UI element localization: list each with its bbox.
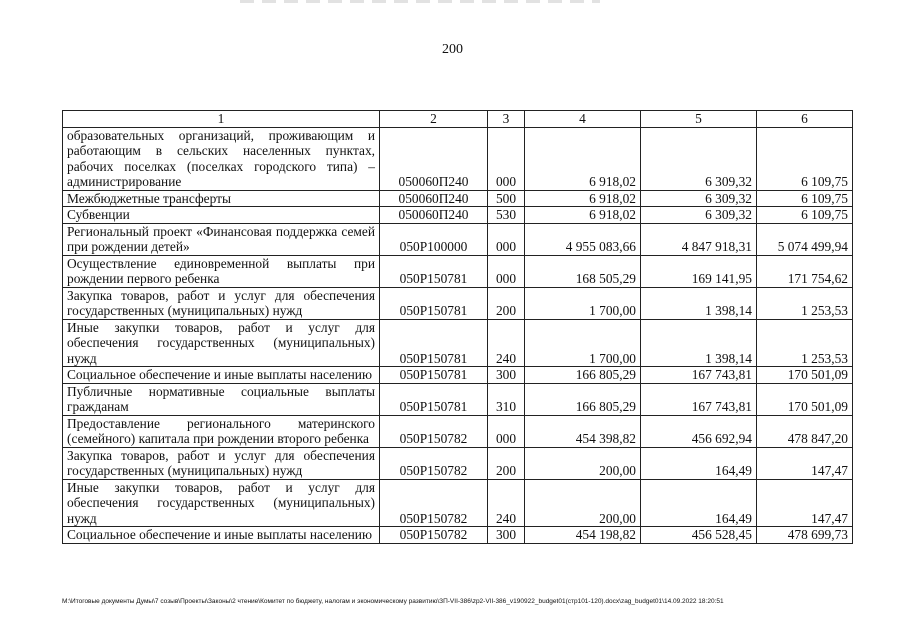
row-code: 050Р150782 xyxy=(380,447,488,479)
row-code: 050Р150781 xyxy=(380,367,488,384)
row-type: 200 xyxy=(488,447,525,479)
row-type: 500 xyxy=(488,190,525,207)
table-row xyxy=(63,415,853,447)
row-value-2: 1 398,14 xyxy=(641,319,757,367)
row-type: 240 xyxy=(488,479,525,527)
row-code: 050Р150781 xyxy=(380,287,488,319)
row-value-1: 6 918,02 xyxy=(525,207,641,224)
row-name: Социальное обеспечение и иные выплаты населению xyxy=(63,527,380,544)
row-value-1: 200,00 xyxy=(525,447,641,479)
row-value-1: 4 955 083,66 xyxy=(525,223,641,255)
row-value-3: 1 253,53 xyxy=(757,319,853,367)
row-code: 050060П240 xyxy=(380,190,488,207)
row-type: 240 xyxy=(488,319,525,367)
row-type: 300 xyxy=(488,367,525,384)
row-name: Предоставление регионального материнского (семейного) капитала при рождении второго ребенка xyxy=(63,415,380,447)
row-type: 200 xyxy=(488,287,525,319)
row-value-1: 454 398,82 xyxy=(525,415,641,447)
row-name: Публичные нормативные социальные выплаты гражданам xyxy=(63,383,380,415)
row-code: 050Р150782 xyxy=(380,527,488,544)
table-row xyxy=(63,255,853,287)
row-type: 530 xyxy=(488,207,525,224)
row-code: 050Р150782 xyxy=(380,415,488,447)
budget-table xyxy=(62,110,853,544)
page-number: 200 xyxy=(442,42,463,57)
row-value-1: 1 700,00 xyxy=(525,287,641,319)
column-header: 5 xyxy=(641,111,757,128)
table-row xyxy=(63,527,853,544)
row-value-1: 200,00 xyxy=(525,479,641,527)
row-code: 050060П240 xyxy=(380,207,488,224)
table-row xyxy=(63,367,853,384)
table-row xyxy=(63,287,853,319)
row-value-3: 171 754,62 xyxy=(757,255,853,287)
table-row xyxy=(63,127,853,190)
row-name: Осуществление единовременной выплаты при рождении первого ребенка xyxy=(63,255,380,287)
row-type: 300 xyxy=(488,527,525,544)
row-value-1: 454 198,82 xyxy=(525,527,641,544)
row-value-1: 6 918,02 xyxy=(525,190,641,207)
row-value-2: 4 847 918,31 xyxy=(641,223,757,255)
row-value-2: 164,49 xyxy=(641,479,757,527)
column-header: 1 xyxy=(63,111,380,128)
row-value-2: 6 309,32 xyxy=(641,127,757,190)
row-value-3: 6 109,75 xyxy=(757,190,853,207)
table-row xyxy=(63,447,853,479)
row-value-3: 170 501,09 xyxy=(757,367,853,384)
column-header: 6 xyxy=(757,111,853,128)
table-row xyxy=(63,479,853,527)
table-row xyxy=(63,207,853,224)
table-row xyxy=(63,223,853,255)
row-value-3: 6 109,75 xyxy=(757,207,853,224)
row-code: 050Р150781 xyxy=(380,255,488,287)
row-name: Социальное обеспечение и иные выплаты населению xyxy=(63,367,380,384)
row-value-3: 5 074 499,94 xyxy=(757,223,853,255)
table-row xyxy=(63,319,853,367)
row-value-3: 1 253,53 xyxy=(757,287,853,319)
row-code: 050060П240 xyxy=(380,127,488,190)
table-row xyxy=(63,383,853,415)
row-value-2: 1 398,14 xyxy=(641,287,757,319)
row-value-3: 147,47 xyxy=(757,479,853,527)
column-header: 2 xyxy=(380,111,488,128)
row-value-1: 1 700,00 xyxy=(525,319,641,367)
row-value-3: 170 501,09 xyxy=(757,383,853,415)
row-type: 000 xyxy=(488,255,525,287)
row-name: Иные закупки товаров, работ и услуг для обеспечения государственных (муниципальных) нужд xyxy=(63,479,380,527)
row-value-2: 167 743,81 xyxy=(641,367,757,384)
row-code: 050Р150781 xyxy=(380,383,488,415)
row-value-2: 169 141,95 xyxy=(641,255,757,287)
row-value-3: 478 847,20 xyxy=(757,415,853,447)
footer-file-path: M:\Итоговые документы Думы\7 созыв\Проекты\Законы\2 чтение\Комитет по бюджету, налогам и экономическому развитию\ЗП-VII-386\zp2-VII-386_v190922_budget01(стр101-120).docx\zag_budget01\14.09.2022 18:20:51 xyxy=(62,598,724,605)
row-name: Закупка товаров, работ и услуг для обеспечения государственных (муниципальных) нужд xyxy=(63,447,380,479)
row-value-1: 166 805,29 xyxy=(525,367,641,384)
column-header: 3 xyxy=(488,111,525,128)
row-type: 310 xyxy=(488,383,525,415)
row-value-1: 168 505,29 xyxy=(525,255,641,287)
row-name: Межбюджетные трансферты xyxy=(63,190,380,207)
header-row xyxy=(63,111,853,128)
top-margin-ghost-text xyxy=(240,0,600,3)
row-value-3: 478 699,73 xyxy=(757,527,853,544)
column-header: 4 xyxy=(525,111,641,128)
row-value-2: 164,49 xyxy=(641,447,757,479)
row-name: Региональный проект «Финансовая поддержка семей при рождении детей» xyxy=(63,223,380,255)
row-value-2: 6 309,32 xyxy=(641,207,757,224)
row-name: Закупка товаров, работ и услуг для обеспечения государственных (муниципальных) нужд xyxy=(63,287,380,319)
table-row xyxy=(63,190,853,207)
row-value-2: 456 528,45 xyxy=(641,527,757,544)
row-value-2: 456 692,94 xyxy=(641,415,757,447)
row-value-3: 147,47 xyxy=(757,447,853,479)
row-value-1: 166 805,29 xyxy=(525,383,641,415)
row-type: 000 xyxy=(488,415,525,447)
row-value-1: 6 918,02 xyxy=(525,127,641,190)
row-type: 000 xyxy=(488,127,525,190)
row-name: Субвенции xyxy=(63,207,380,224)
row-name: образовательных организаций, проживающим и работающим в сельских населенных пунктах, рабочих поселках (поселках городского типа) – администрирование xyxy=(63,127,380,190)
row-code: 050Р100000 xyxy=(380,223,488,255)
row-value-3: 6 109,75 xyxy=(757,127,853,190)
row-code: 050Р150782 xyxy=(380,479,488,527)
row-name: Иные закупки товаров, работ и услуг для обеспечения государственных (муниципальных) нужд xyxy=(63,319,380,367)
row-type: 000 xyxy=(488,223,525,255)
row-code: 050Р150781 xyxy=(380,319,488,367)
row-value-2: 6 309,32 xyxy=(641,190,757,207)
row-value-2: 167 743,81 xyxy=(641,383,757,415)
